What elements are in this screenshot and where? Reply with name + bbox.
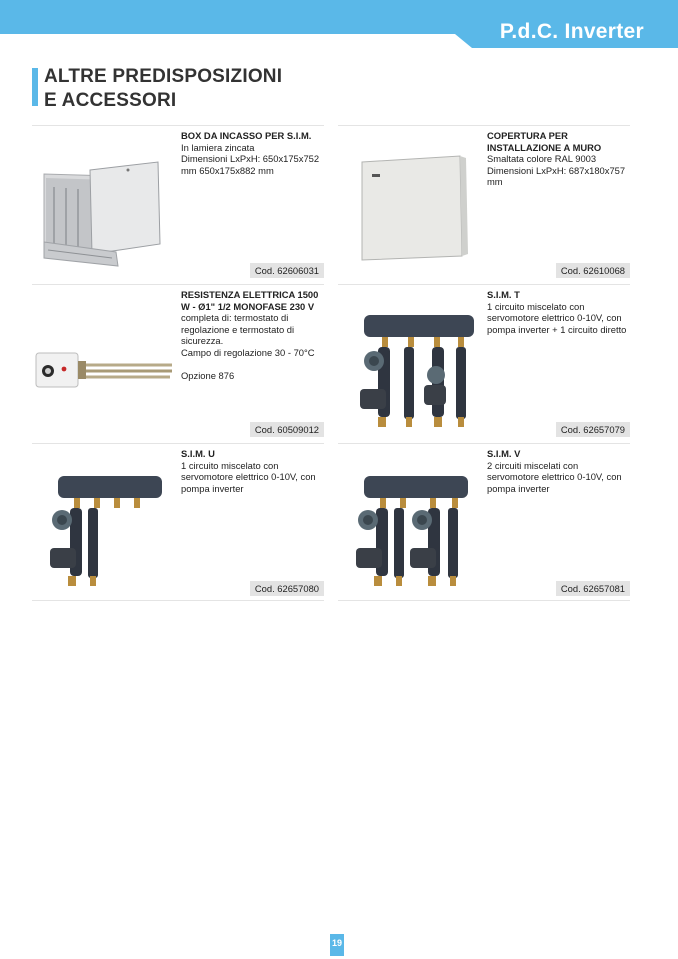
product-text [487, 130, 630, 188]
header-band [0, 0, 678, 48]
recessed-box-icon [32, 132, 180, 272]
section-title-line-1: ALTRE PREDISPOSIZIONI [44, 66, 283, 87]
product-desc-line: completa di: termostato di regolazione e termostato di sicurezza. [181, 312, 295, 347]
product-desc-line: 2 circuiti miscelati con servomotore elettrico 0-10V, con pompa inverter [487, 459, 622, 494]
header-title: P.d.C. Inverter [499, 20, 644, 43]
product-card-box-incasso [32, 125, 324, 280]
product-card-copertura [338, 125, 630, 280]
divider [338, 600, 630, 601]
product-text [181, 289, 324, 382]
manifold-double-icon [338, 450, 486, 590]
page-number: 19 [330, 934, 344, 956]
product-card-resistenza [32, 284, 324, 439]
product-card-sim-v [338, 443, 630, 598]
product-desc-line: 1 circuito miscelato con servomotore elettrico 0-10V, con pompa inverter [181, 459, 316, 494]
product-title: S.I.M. V [487, 448, 521, 459]
product-title: S.I.M. T [487, 289, 520, 300]
product-text [181, 448, 324, 494]
product-desc-line: 1 circuito miscelato con servomotore elettrico 0-10V, con pompa inverter + 1 circuito diretto [487, 300, 627, 335]
product-title: S.I.M. U [181, 448, 215, 459]
product-desc-line: mm 650x175x882 mm [181, 164, 274, 176]
product-text [487, 289, 630, 335]
product-code-badge: Cod. 62606031 [250, 263, 324, 278]
divider [32, 600, 324, 601]
product-desc-line: Dimensioni LxPxH: 687x180x757 mm [487, 164, 626, 188]
electric-heater-icon [32, 291, 180, 431]
product-card-sim-u [32, 443, 324, 598]
section-title-line-2: E ACCESSORI [44, 90, 177, 111]
product-desc-line: Campo di regolazione 30 - 70°C [181, 346, 315, 358]
product-text [181, 130, 324, 176]
manifold-mixed-direct-icon [338, 291, 486, 431]
product-code-badge: Cod. 62657079 [556, 422, 630, 437]
product-desc-line: Smaltata colore RAL 9003 [487, 153, 597, 165]
product-title: COPERTURA PER INSTALLAZIONE A MURO [487, 130, 602, 153]
product-desc-line: Dimensioni LxPxH: 650x175x752 [181, 153, 320, 165]
product-code-badge: Cod. 62657080 [250, 581, 324, 596]
manifold-single-icon [32, 450, 180, 590]
product-title: RESISTENZA ELETTRICA 1500 W - Ø1" 1/2 MONOFASE 230 V [181, 289, 319, 312]
product-desc-line: In lamiera zincata [181, 141, 255, 153]
product-code-badge: Cod. 62657081 [556, 581, 630, 596]
section-title [44, 65, 282, 113]
section-accent-bar [32, 68, 38, 106]
product-code-badge: Cod. 62610068 [556, 263, 630, 278]
wall-cover-icon [338, 132, 486, 272]
product-card-sim-t [338, 284, 630, 439]
product-text [487, 448, 630, 494]
product-title: BOX DA INCASSO PER S.I.M. [181, 130, 312, 141]
product-desc-line [181, 359, 324, 371]
product-desc-line: Opzione 876 [181, 370, 235, 382]
product-code-badge: Cod. 60509012 [250, 422, 324, 437]
